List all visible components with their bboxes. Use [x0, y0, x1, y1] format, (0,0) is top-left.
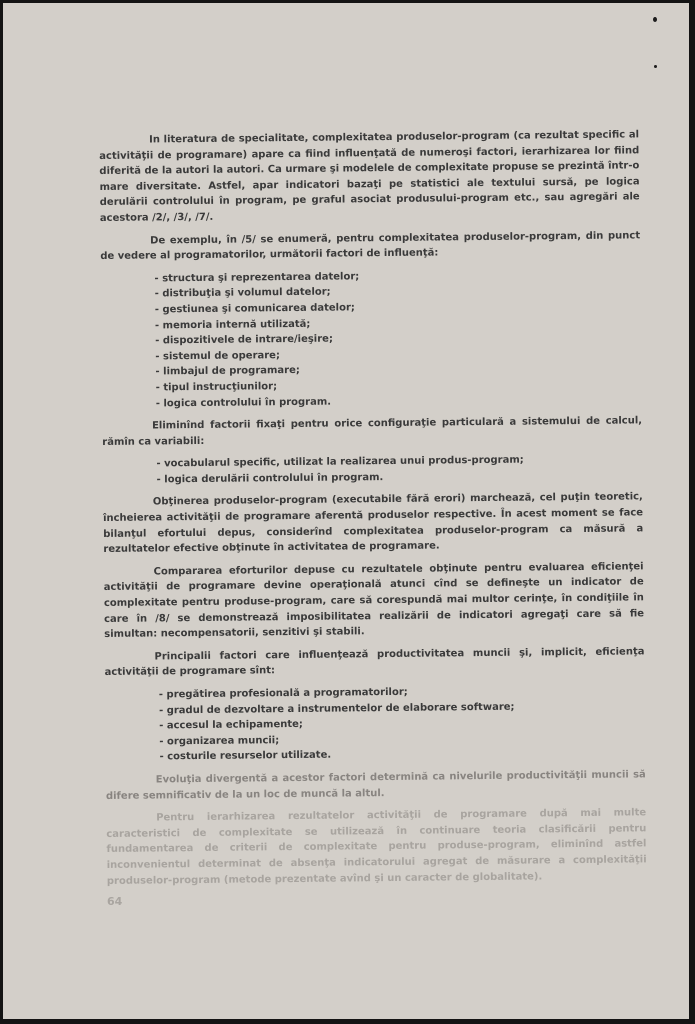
list-item: - structura şi reprezentarea datelor;	[154, 271, 360, 285]
variables-list	[102, 452, 642, 489]
list-item: - distribuţia şi volumul datelor;	[154, 286, 331, 300]
ink-dot	[653, 17, 657, 22]
paragraph-variables: Eliminînd factorii fixaţi pentru orice configuraţie particulară a sistemului de calcul, rămîn ca variabili:	[102, 415, 643, 448]
list-item: - sistemul de operare;	[155, 349, 281, 363]
productivity-list	[105, 682, 646, 766]
paragraph-final: Pentru ierarhizarea rezultatelor activităţii de programare după mai multe caracteristici de complexitate se utilizează în continuare teoria clasificării pentru fundamentarea de criterii de complexitate pentru produse-program, eliminînd astfel inconvenientul determinat de absenţa indicatorului agregat de măsurare a complexităţii produselor-program (metode prezentate avînd şi un caracter de globalitate).	[106, 807, 647, 887]
list-item: - logica derulării controlului în program.	[156, 471, 384, 486]
ink-dot	[654, 65, 657, 68]
paragraph-intro-2: De exemplu, în /5/ se enumeră, pentru complexitatea produselor-program, din punct de vedere al programatorilor, următorii factori de influenţă:	[100, 229, 641, 263]
list-item: - memoria internă utilizată;	[154, 318, 311, 331]
paragraph-obtaining: Obţinerea produselor-program (executabile fără erori) marchează, cel puţin teoretic, încheierea activităţii de programare aferentă produselor respective. În acest moment se face bilanţul efortului depus, considerînd complexitatea produselor-program ca măsură a rezultatelor efective obţinute în activitatea de programare.	[102, 491, 644, 556]
paragraph-principal-factors: Principalii factori care influenţează productivitatea muncii şi, implicit, eficienţa activităţii de programare sînt:	[104, 646, 645, 679]
paragraph-comparison: Compararea eforturilor depuse cu rezultatele obţinute pentru evaluarea eficienţei activităţii de programare devine operaţională atunci cînd se defineşte un indicator de complexitate pentru produse-program, care să corespundă mai multor cerinţe, în condiţiile în care în /8/ se demonstrează imposibilitatea realizării de indicatori agregaţi care să fie simultan: necompensatorii, senzitivi şi stabili.	[103, 561, 645, 641]
scanned-page	[3, 3, 689, 1019]
list-item: - logica controlului în program.	[155, 396, 332, 409]
list-item: - dispozitivele de intrare/ieşire;	[155, 333, 333, 347]
list-item: - limbajul de programare;	[155, 365, 300, 378]
list-item: - organizarea muncii;	[159, 734, 280, 748]
page-number: 64	[107, 895, 123, 908]
list-item: - tipul instrucţiunilor;	[155, 381, 278, 394]
list-item: - gradul de dezvoltare a instrumentelor de elaborare software;	[158, 701, 515, 716]
list-item: - pregătirea profesională a programatorilor;	[158, 686, 408, 701]
document-body	[99, 127, 647, 896]
list-item: - accesul la echipamente;	[159, 719, 303, 732]
list-item: - vocabularul specific, utilizat la realizarea unui produs-program;	[156, 454, 524, 470]
list-item: - gestiunea şi comunicarea datelor;	[154, 302, 355, 316]
factors-list	[100, 266, 641, 412]
paragraph-intro-1: In literatura de specialitate, complexitatea produselor-program (ca rezultat specific al activităţii de programare) apare ca fiind influenţată de numeroşi factori, ierarhizarea lor fiind diferită de la autori la autori. Ca urmare şi modelele de complexitate propuse se prezintă într-o mare diversitate. Astfel, apar indicatori bazaţi pe statistici ale textului sursă, pe logica derulării controlului în program, pe graful asociat produsului-program etc., sau agregări ale acestora /2/, /3/, /7/.	[99, 129, 640, 224]
paragraph-evolution: Evoluţia divergentă a acestor factori determină ca nivelurile productivităţii muncii să difere semnificativ de la un loc de muncă la altul.	[105, 769, 646, 802]
list-item: - costurile resurselor utilizate.	[159, 749, 332, 763]
